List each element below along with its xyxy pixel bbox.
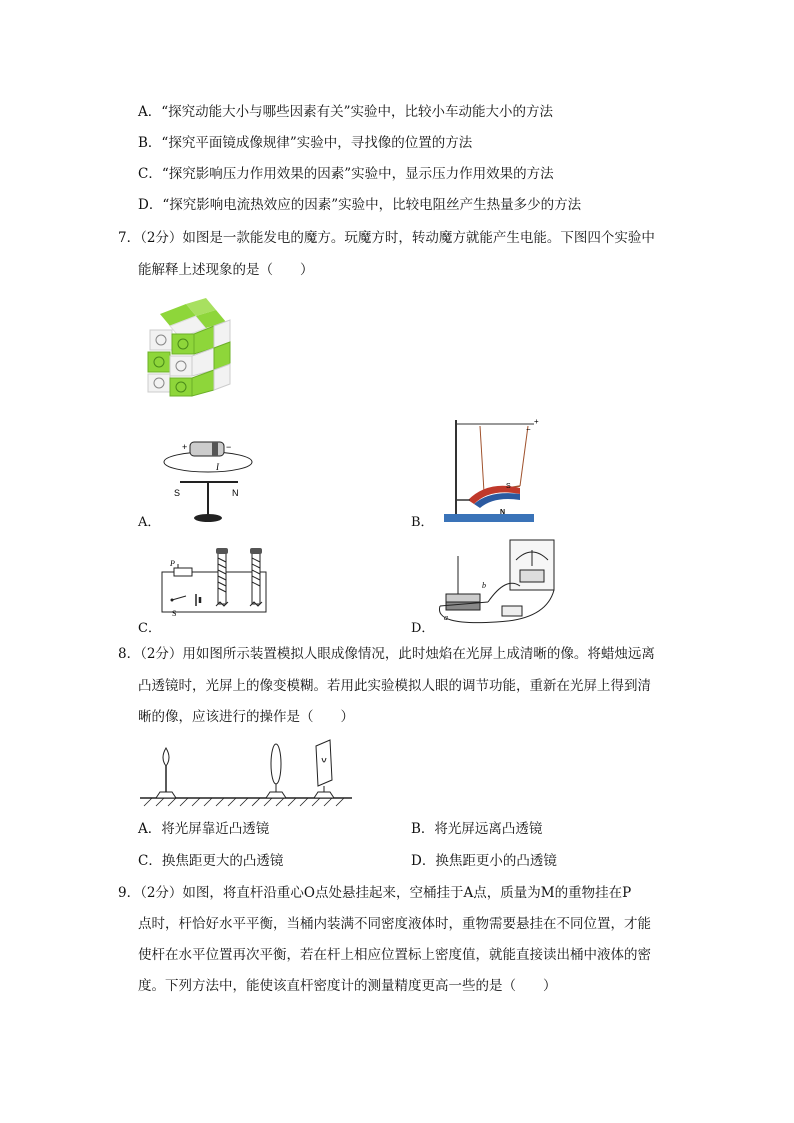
q8-optical-bench-figure [138,738,354,808]
fig-b-plus: + [534,417,539,426]
q6-option-b: B．“探究平面镜成像规律”实验中，寻找像的位置的方法 [138,135,473,151]
q8-option-d: D．换焦距更小的凸透镜 [411,853,557,869]
fig-a-minus: − [226,442,232,452]
q6-option-a: A．“探究动能大小与哪些因素有关”实验中，比较小车动能大小的方法 [138,104,554,120]
q8-stem-line1: 8．（2分）用如图所示装置模拟人眼成像情况，此时烛焰在光屏上成清晰的像。将蜡烛远离 [118,646,655,662]
fig-c-slider-p: P [170,559,175,568]
cube-front-face [148,330,194,396]
q8-option-c: C．换焦距更大的凸透镜 [138,853,284,869]
fig-a-n-pole: N [232,488,239,498]
q7-stem-line2: 能解释上述现象的是（ ） [138,262,314,278]
figure-c-electromagnet [160,544,280,624]
q9-stem-line1: 9．（2分）如图，将直杆沿重心O点处悬挂起来，空桶挂于A点，质量为M的重物挂在P [118,885,632,901]
fig-d-label-a: a [444,613,448,622]
q6-option-d: D．“探究影响电流热效应的因素”实验中，比较电阻丝产生热量多少的方法 [138,197,582,213]
q7-option-a-label: A． [138,515,161,530]
magic-cube-figure [140,296,240,400]
q8-option-b: B．将光屏远离凸透镜 [411,821,543,837]
fig-a-s-pole: S [174,488,181,498]
q8-stem-line3: 晰的像，应该进行的操作是（ ） [138,709,354,725]
q8-stem-line2: 凸透镜时，光屏上的像变模糊。若用此实验模拟人眼的调节功能，重新在光屏上得到清 [138,678,651,694]
fig-b-n-pole: N [500,509,506,516]
figure-a-motor [160,438,270,524]
fig-a-plus: + [182,442,188,452]
fig-b-minus: − [526,425,531,434]
q6-option-c: C．“探究影响压力作用效果的因素”实验中，显示压力作用效果的方法 [138,166,554,182]
figure-b-induction [440,410,550,526]
q7-option-c-label: C． [138,621,161,636]
fig-c-switch-s: S [172,609,177,618]
figure-d-galvanometer [436,536,566,628]
fig-d-label-b: b [482,581,486,590]
fig-b-s-pole: S [506,483,511,490]
q7-option-d-label: D． [411,621,435,636]
q9-stem-line3: 使杆在水平位置再次平衡，若在杆上相应位置标上密度值，就能直接读出桶中液体的密 [138,947,651,963]
q7-option-b-label: B． [411,515,434,530]
fig-a-current: I [216,462,219,472]
q9-stem-line4: 度。下列方法中，能使该直杆密度计的测量精度更高一些的是（ ） [138,978,557,994]
q8-option-a: A．将光屏靠近凸透镜 [138,821,270,837]
q9-stem-line2: 点时，杆恰好水平平衡，当桶内装满不同密度液体时，重物需要悬挂在不同位置，才能 [138,916,651,932]
q7-stem-line1: 7．（2分）如图是一款能发电的魔方。玩魔方时，转动魔方就能产生电能。下图四个实验中 [118,230,655,246]
